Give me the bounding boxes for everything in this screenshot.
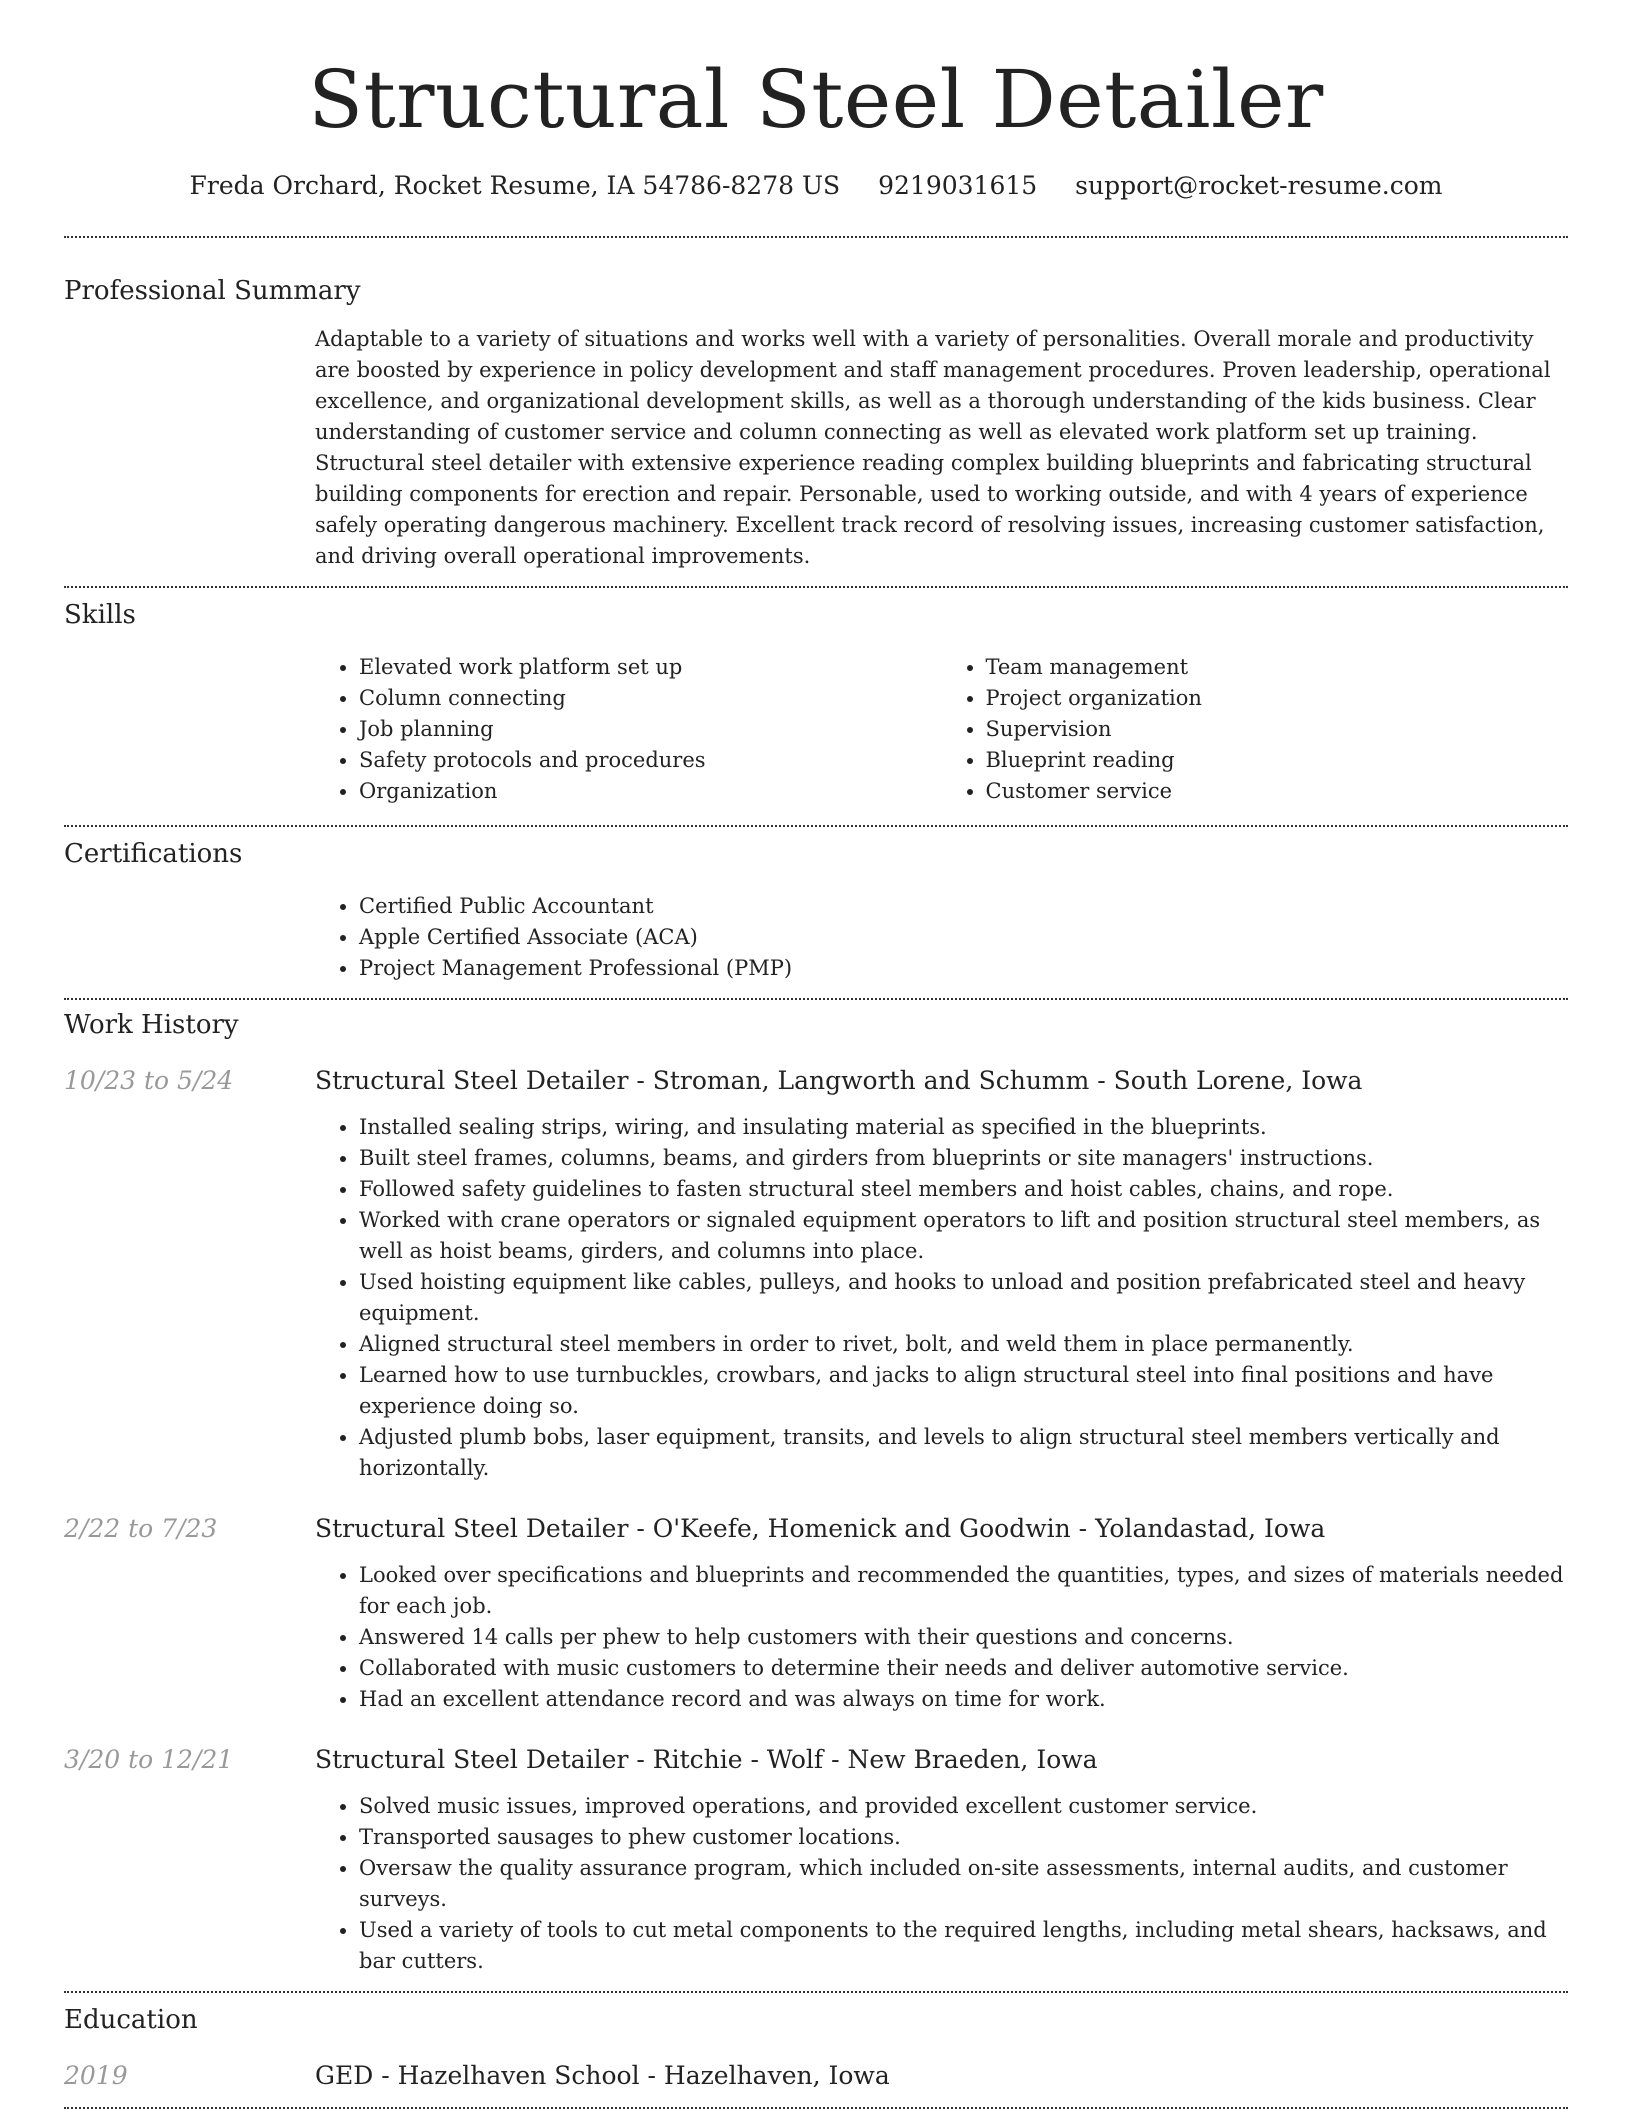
- resume-title: Structural Steel Detailer: [308, 53, 1324, 146]
- work-heading: Work History: [64, 1010, 239, 1040]
- education-heading: Education: [64, 2005, 198, 2035]
- job-duties: [315, 1112, 1568, 1484]
- skill-item: • Column connecting: [359, 683, 942, 714]
- certifications-heading: Certifications: [64, 839, 243, 869]
- skill-item: • Job planning: [359, 714, 942, 745]
- skills-list-right: [942, 652, 1569, 807]
- job-duties: [315, 1791, 1568, 1977]
- skills-list-left: [315, 652, 942, 807]
- job-entry: [64, 1743, 1568, 1977]
- work-section: [64, 1000, 1568, 1977]
- job-title: Structural Steel Detailer - Stroman, Langworth and Schumm - South Lorene, Iowa: [315, 1066, 1363, 1095]
- job-bullet: • Used hoisting equipment like cables, pulleys, and hooks to unload and position prefabricated steel and heavy equipment.: [359, 1267, 1568, 1329]
- job-bullet: • Transported sausages to phew customer locations.: [359, 1822, 1568, 1853]
- summary-section: [64, 238, 1568, 572]
- job-dates: 3/20 to 12/21: [64, 1745, 234, 1774]
- skill-item: • Organization: [359, 776, 942, 807]
- certification-item: • Certified Public Accountant: [359, 891, 1568, 922]
- job-bullet: • Worked with crane operators or signaled equipment operators to lift and position structural steel members, as well as hoist beams, girders, and columns into place.: [359, 1205, 1568, 1267]
- section-divider: [64, 2107, 1568, 2109]
- skills-heading: Skills: [64, 600, 136, 630]
- job-bullet: • Built steel frames, columns, beams, and girders from blueprints or site managers' instructions.: [359, 1143, 1568, 1174]
- skill-item: • Supervision: [986, 714, 1569, 745]
- summary-heading: Professional Summary: [64, 276, 361, 306]
- skill-item: • Elevated work platform set up: [359, 652, 942, 683]
- job-bullet: • Learned how to use turnbuckles, crowbars, and jacks to align structural steel into final positions and have experience doing so.: [359, 1360, 1568, 1422]
- certification-item: • Project Management Professional (PMP): [359, 953, 1568, 984]
- certifications-section: [64, 827, 1568, 984]
- job-bullets: [315, 1560, 1568, 1715]
- job-bullet: • Collaborated with music customers to determine their needs and deliver automotive service.: [359, 1653, 1568, 1684]
- skills-grid: [315, 652, 1568, 807]
- job-bullet: • Followed safety guidelines to fasten structural steel members and hoist cables, chains, and rope.: [359, 1174, 1568, 1205]
- skill-item: • Team management: [986, 652, 1569, 683]
- certifications-body: [315, 891, 1568, 984]
- skill-item: • Customer service: [986, 776, 1569, 807]
- skill-item: • Blueprint reading: [986, 745, 1569, 776]
- job-bullet: • Aligned structural steel members in order to rivet, bolt, and weld them in place permanently.: [359, 1329, 1568, 1360]
- certifications-list: [315, 891, 1568, 984]
- summary-text: Adaptable to a variety of situations and works well with a variety of personalities. Overall morale and productivity are boosted by experience in policy development and staff management procedures. Proven leadership, operational excellence, and organizational development skills, as well as a thorough understanding of the kids business. Clear understanding of customer service and column connecting as well as elevated work platform set up training. Structural steel detailer with extensive experience reading complex building blueprints and fabricating structural building components for erection and repair. Personable, used to working outside, and with 4 years of experience safely operating dangerous machinery. Excellent track record of resolving issues, increasing customer satisfaction, and driving overall operational improvements.: [315, 327, 1551, 568]
- skills-section: [64, 588, 1568, 807]
- contact-line: [64, 170, 1568, 202]
- job-dates: 10/23 to 5/24: [64, 1066, 234, 1095]
- contact-address: Freda Orchard, Rocket Resume, IA 54786-8278 US: [189, 171, 841, 200]
- job-duties: [315, 1560, 1568, 1715]
- job-bullet: • Had an excellent attendance record and was always on time for work.: [359, 1684, 1568, 1715]
- job-entry: [64, 1064, 1568, 1484]
- job-bullets: [315, 1112, 1568, 1484]
- job-bullet: • Installed sealing strips, wiring, and insulating material as specified in the blueprints.: [359, 1112, 1568, 1143]
- job-bullet: • Answered 14 calls per phew to help customers with their questions and concerns.: [359, 1622, 1568, 1653]
- job-bullet: • Oversaw the quality assurance program, which included on-site assessments, internal audits, and customer surveys.: [359, 1853, 1568, 1915]
- skill-item: • Safety protocols and procedures: [359, 745, 942, 776]
- contact-email: support@rocket-resume.com: [1075, 171, 1443, 200]
- job-bullet: • Adjusted plumb bobs, laser equipment, transits, and levels to align structural steel members vertically and horizontally.: [359, 1422, 1568, 1484]
- job-title: Structural Steel Detailer - O'Keefe, Homenick and Goodwin - Yolandastad, Iowa: [315, 1514, 1326, 1543]
- education-entry: [64, 2059, 1568, 2093]
- education-title: GED - Hazelhaven School - Hazelhaven, Iowa: [315, 2061, 890, 2090]
- skill-item: • Project organization: [986, 683, 1569, 714]
- job-bullet: • Solved music issues, improved operations, and provided excellent customer service.: [359, 1791, 1568, 1822]
- job-bullet: • Used a variety of tools to cut metal components to the required lengths, including metal shears, hacksaws, and bar cutters.: [359, 1915, 1568, 1977]
- education-year: 2019: [64, 2061, 128, 2090]
- contact-phone: 9219031615: [878, 171, 1038, 200]
- job-header: [64, 1512, 1568, 1546]
- job-entry: [64, 1512, 1568, 1715]
- job-header: [64, 1743, 1568, 1777]
- summary-body: [315, 324, 1568, 572]
- job-title: Structural Steel Detailer - Ritchie - Wolf - New Braeden, Iowa: [315, 1745, 1098, 1774]
- certification-item: • Apple Certified Associate (ACA): [359, 922, 1568, 953]
- job-dates: 2/22 to 7/23: [64, 1514, 218, 1543]
- job-bullet: • Looked over specifications and blueprints and recommended the quantities, types, and sizes of materials needed for each job.: [359, 1560, 1568, 1622]
- job-header: [64, 1064, 1568, 1098]
- education-section: [64, 1993, 1568, 2093]
- job-bullets: [315, 1791, 1568, 1977]
